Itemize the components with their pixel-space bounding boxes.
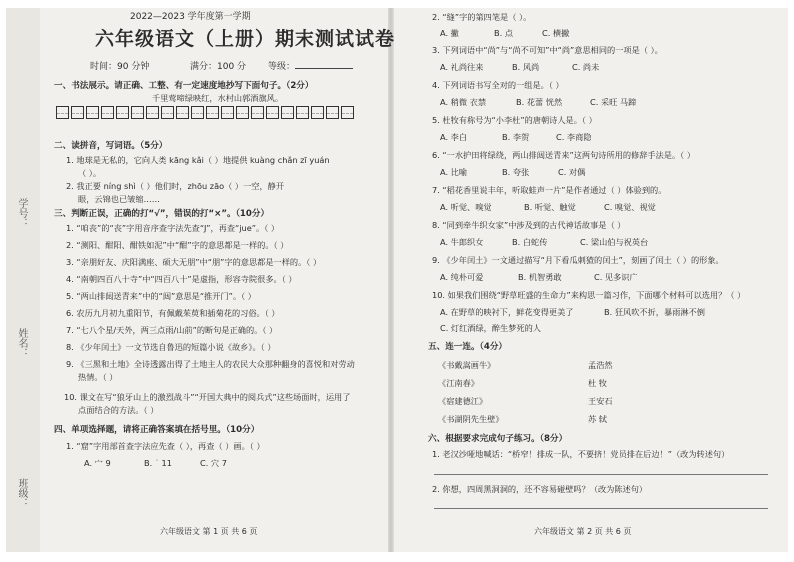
exam-title: 六年级语文（上册）期末测试试卷	[95, 28, 396, 50]
right-page	[394, 8, 788, 552]
answer-line-1[interactable]	[434, 474, 768, 475]
time-label: 时间：90 分钟	[90, 62, 150, 72]
calligraphy-sentence: 千里莺啼绿映红，水村山郭酒旗风。	[152, 93, 284, 103]
school-year: 2022—2023 学年度第一学期	[130, 12, 251, 22]
q7-option-a: A. 听觉、嗅觉	[440, 202, 492, 212]
judge-item: 4. “南朝四百八十寺”中“四百八十”是虚指，形容寺院很多。（ ）	[66, 274, 297, 284]
author-4[interactable]: 苏 轼	[588, 414, 607, 424]
q2: 2. “缝”字的第四笔是（ ）。	[432, 12, 532, 22]
author-2[interactable]: 杜 牧	[588, 378, 607, 388]
sentence-q2: 2. 你想，四周黑洞洞的，还不容易碰壁吗？（改为陈述句）	[432, 484, 648, 494]
choice-q1-option-b: B. ˙ 11	[144, 458, 172, 468]
judge-item: 1. “咱丧”的“丧”字用音序查字法先查“J”，再查“jue”。（ ）	[66, 223, 280, 233]
pinyin-line-1: 1. 地球是无私的，它向人类 kāng kǎi（ ）地提供 kuàng chǎn zī yuán	[66, 155, 330, 165]
q8: 8. “同到牵牛织女家”中涉及到的古代神话故事是（ ）	[432, 220, 626, 230]
judge-item: 3. “亲朋好友、庆阳满座、硕大无朋”中“朋”字的意思都是一样的。（ ）	[66, 257, 322, 267]
page-footer-2: 六年级语文 第 2 页 共 6 页	[534, 527, 632, 536]
q7-option-b: B. 听觉、触觉	[524, 202, 576, 212]
author-3[interactable]: 王安石	[588, 396, 613, 406]
q5-option-b: B. 李贺	[502, 132, 530, 142]
q5: 5. 杜牧有称号为“小李杜”的唐朝诗人是。（ ）	[432, 115, 597, 125]
q10-option-b: B. 狂风吹不折，暴雨淋不倒	[604, 307, 705, 317]
q8-option-a: A. 牛郎织女	[440, 237, 484, 247]
pinyin-line-2: （ ）。	[78, 168, 102, 178]
q4-option-a: A. 稍微 衣禁	[440, 97, 487, 107]
q9: 9. 《少年闰土》一文通过描写“月下看瓜刺猹的闰土”，刻画了闰土（ ）的形象。	[432, 255, 724, 265]
answer-line-2[interactable]	[434, 508, 768, 509]
section-6-title: 六、根据要求完成句子练习。（8分）	[428, 434, 568, 444]
q4-option-b: B. 花蕾 恍然	[516, 97, 563, 107]
grade-label: 等级：	[268, 62, 353, 73]
score-label: 满分：100 分	[190, 62, 247, 72]
author-1[interactable]: 孟浩然	[588, 360, 613, 370]
margin-student-number: 学号：	[16, 198, 27, 228]
q2-option-c: C. 横撇	[542, 28, 570, 38]
judge-item: 7. “七八个星/天外，两三点雨/山前”的断句是正确的。（ ）	[66, 325, 278, 335]
section-3-title: 三、判断正误，正确的打“√”，错误的打“×”。（10分）	[54, 209, 270, 219]
section-4-title: 四、单项选择题，请将正确答案填在括号里。（10分）	[54, 425, 260, 435]
sentence-q1: 1. 老汉沙哑地喊话：“桥窄！排成一队，不要挤！党员排在后边！”（改为转述句）	[432, 449, 730, 459]
q8-option-c: C. 梁山伯与祝英台	[580, 237, 649, 247]
q3: 3. 下列词语中“尚”与“尚不可知”中“尚”意思相同的一项是（ ）。	[432, 45, 663, 55]
pinyin-line-3: 2. 我正要 níng shì（ ）他们时，zhōu zāo（ ）一空，静开	[66, 181, 285, 191]
judge-item: 9. 《三黑和土地》全诗透露出得了土地主人的农民大众那种翻身的喜悦和对劳动	[66, 359, 355, 369]
q9-option-c: C. 见多识广	[594, 272, 638, 282]
writing-grid[interactable]	[56, 106, 356, 119]
judge-item: 8. 《少年闰土》一文节选自鲁迅的短篇小说《故乡》。（ ）	[66, 342, 276, 352]
q9-option-b: B. 机智勇敢	[518, 272, 562, 282]
judge-item-9-cont: 热情。（ ）	[78, 372, 118, 382]
judge-item: 5. “两山排闼送青来”中的“闼”意思是“推开门”。（ ）	[66, 291, 256, 301]
judge-item: 2. “测阳、酣阳、酣铁如泥”中“酣”字的意思都是一样的。（ ）	[66, 240, 289, 250]
q8-option-b: B. 白蛇传	[512, 237, 548, 247]
q3-option-b: B. 风尚	[512, 62, 540, 72]
q2-option-b: B. 点	[494, 28, 514, 38]
q6-option-b: B. 夸张	[502, 167, 530, 177]
q7: 7. “稻花香里说丰年，听取蛙声一片”是作者通过（ ）体验到的。	[432, 185, 667, 195]
margin-class: 班级：	[16, 478, 27, 508]
section-1-title: 一、书法展示。请正确、工整、有一定速度地抄写下面句子。（2分）	[54, 81, 314, 91]
q2-option-a: A. 撇	[440, 28, 459, 38]
q6-option-a: A. 比喻	[440, 167, 468, 177]
section-5-title: 五、连一连。（4分）	[428, 342, 508, 352]
poem-2[interactable]: 《江南春》	[438, 378, 479, 388]
choice-q1-option-c: C. 穴 7	[200, 458, 227, 468]
margin-name: 姓名：	[16, 328, 27, 358]
choice-q1-option-a: A. 宀 9	[84, 458, 111, 468]
judge-item: 6. 农历九月初九重阳节，有佩戴茱萸和插菊花的习俗。（ ）	[66, 308, 280, 318]
q7-option-c: C. 嗅觉、视觉	[604, 202, 656, 212]
q3-option-c: C. 尚未	[572, 62, 600, 72]
judge-item-10: 10. 课文在写“狼牙山上的激烈战斗”“开国大典中的阅兵式”这些场面时，运用了	[64, 392, 351, 402]
q5-option-a: A. 李白	[440, 132, 468, 142]
q10-option-a: A. 在野草的映衬下，鲜花变得更美了	[440, 307, 574, 317]
judge-item-10-cont: 点面结合的方法。（ ）	[78, 405, 159, 415]
poem-1[interactable]: 《书戴嵩画牛》	[438, 360, 496, 370]
q6-option-c: C. 对偶	[558, 167, 586, 177]
q10: 10. 如果我们围绕“野草旺盛的生命力”来构思一篇习作，下面哪个材料可以选用？（ ）	[432, 290, 746, 300]
pinyin-line-4: 眼，云锦也已皱缩……	[78, 194, 160, 204]
left-page	[40, 8, 396, 552]
q9-option-a: A. 纯朴可爱	[440, 272, 484, 282]
poem-3[interactable]: 《宿建德江》	[438, 396, 488, 406]
q3-option-a: A. 礼尚往来	[440, 62, 484, 72]
q5-option-c: C. 李商隐	[556, 132, 592, 142]
poem-4[interactable]: 《书湖阴先生壁》	[438, 414, 504, 424]
binding-margin	[6, 8, 40, 552]
choice-q1: 1. “窟”字用部首查字法应先查（ ），再查（ ）画。（ ）	[66, 441, 265, 451]
q4: 4. 下列词语书写全对的一组是。（ ）	[432, 80, 564, 90]
q6: 6. “一水护田将绿绕，两山排闼送青来”这两句诗所用的修辞手法是。（ ）	[432, 150, 696, 160]
section-2-title: 二、读拼音，写词语。（5分）	[54, 141, 168, 151]
q4-option-c: C. 采旺 马蹄	[590, 97, 637, 107]
q10-option-c: C. 灯红酒绿，醉生梦死的人	[440, 323, 541, 333]
page-footer-1: 六年级语文 第 1 页 共 6 页	[160, 527, 258, 536]
